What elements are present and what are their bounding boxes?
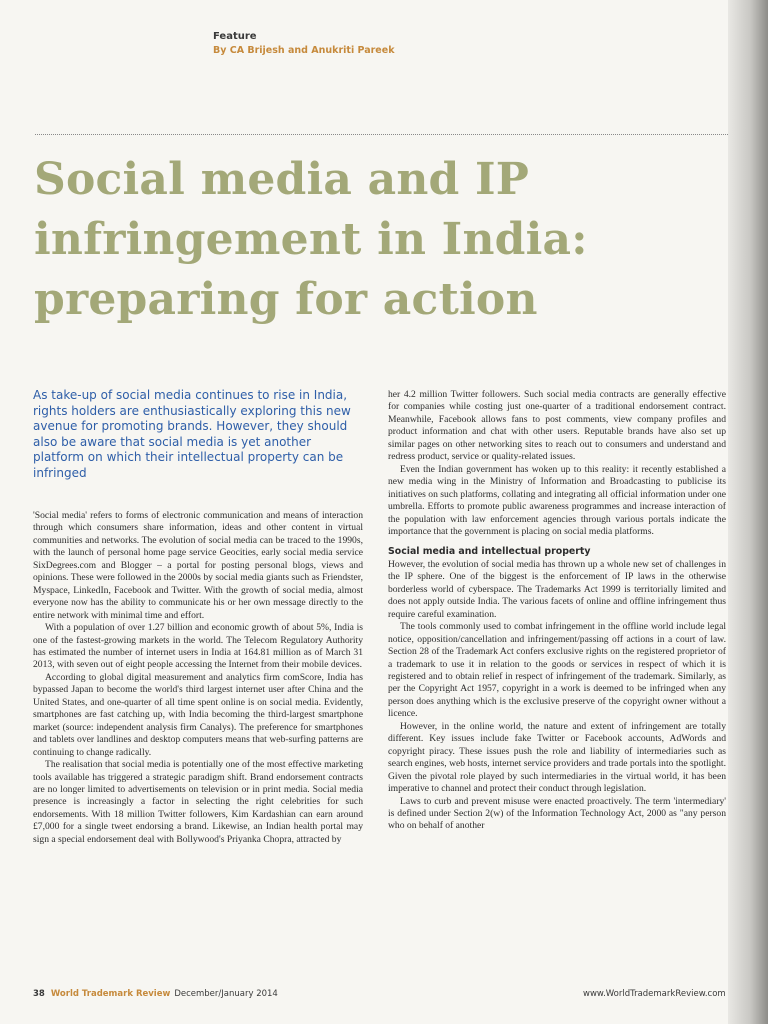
body-paragraph: However, in the online world, the nature and extent of infringement are totally different. Key issues include fake Twitter or Facebook accounts, AdWords and copyright piracy. These issues push the role and liability of intermediaries such as search engines, web hosts, internet service providers and trade portals into the spotlight. Given the pivotal role played by such intermediaries in the virtual world, it has been imperative to channel and protect their conduct through legislation. (388, 720, 726, 795)
body-paragraph: 'Social media' refers to forms of electronic communication and means of interaction through which consumers share information, ideas and other content in virtual communities and networks. The evolution of social media can be traced to the 1990s, with the launch of personal home page service Geocities, early social media service SixDegrees.com and Blogger – a portal for posting personal blogs, views and opinions. These were followed in the 2000s by social media giants such as Friendster, Myspace, LinkedIn, Facebook and Twitter. With the growth of social media, almost everyone now has the ability to communicate his or her own message directly to the entire network with minimal time and effort. (33, 510, 363, 621)
footer-url: www.WorldTrademarkReview.com (583, 989, 726, 999)
byline: By CA Brijesh and Anukriti Pareek (213, 45, 395, 56)
standfirst: As take-up of social media continues to rise in India, rights holders are enthusiastically exploring this new avenue for promoting brands. However, they should also be aware that social media is yet another platform on which their intellectual property can be infringed (33, 388, 351, 480)
title-line: infringement in India: (34, 214, 588, 265)
section-subheading: Social media and intellectual property (388, 546, 591, 558)
body-paragraph: The tools commonly used to combat infringement in the offline world include legal notice, opposition/cancellation and infringement/passing off actions in a court of law. Section 28 of the Trademark Act confers exclusive rights on the registered proprietor of a trademark to use it in relation to the goods or services in respect of which it is registered and to obtain relief in respect of infringement of the trademark. Similarly, as per the Copyright Act 1957, copyright in a work is deemed to be infringed when any person does anything which is the exclusive preserve of the copyright owner without a licence. (388, 621, 726, 720)
body-paragraph: her 4.2 million Twitter followers. Such social media contracts are generally effective for companies while costing just one-quarter of a traditional endorsement contract. Meanwhile, Facebook allows fans to post comments, view company profiles and product information and chat with other users. Reputable brands have also set up similar pages on other networking sites to reach out to consumers and understand and redress product, service or quality-related issues. (388, 389, 726, 463)
publication-name: World Trademark Review (50, 989, 171, 999)
issue-date: December/January 2014 (174, 989, 278, 999)
body-paragraph: The realisation that social media is potentially one of the most effective marketing tools available has triggered a strategic paradigm shift. Brand endorsement contracts are no longer limited to advertisements on television or in print media. Social media presence is increasingly a factor in selecting the right celebrities for such endorsements. With 18 million Twitter followers, Kim Kardashian can earn around £7,000 for a single tweet endorsing a brand. Likewise, an Indian health portal may sign a special endorsement deal with Bollywood's Priyanka Chopra, attracted by (33, 759, 363, 845)
body-paragraph: Laws to curb and prevent misuse were enacted proactively. The term 'intermediary' is defined under Section 2(w) of the Information Technology Act, 2000 as "any person who on behalf of another (388, 795, 726, 832)
right-column (388, 389, 726, 833)
page-number: 38 (33, 989, 45, 999)
title-line: Social media and IP (34, 154, 530, 205)
body-paragraph: However, the evolution of social media has thrown up a whole new set of challenges in the IP sphere. One of the biggest is the enforcement of IP laws in the otherwise borderless world of cyberspace. The Trademarks Act 1999 is territorially limited and does not apply outside India. The various facets of online and offline infringement thus require careful examination. (388, 558, 726, 620)
left-column (33, 510, 363, 846)
body-paragraph: With a population of over 1.27 billion and economic growth of about 5%, India is one of the fastest-growing markets in the world. The Telecom Regulatory Authority has estimated the number of internet users in India at 164.81 million as of March 31 2013, with seven out of eight people accessing the Internet from their mobile devices. (33, 622, 363, 671)
article-title (34, 150, 724, 330)
section-label: Feature (213, 31, 257, 42)
footer-left (33, 989, 278, 999)
dotted-divider (35, 134, 730, 135)
page-edge-shadow (728, 0, 768, 1024)
title-line: preparing for action (34, 274, 538, 325)
body-paragraph: According to global digital measurement and analytics firm comScore, India has bypassed Japan to become the world's third largest internet user after China and the United States, and one-quarter of all time spent online is on social media. Evidently, smartphones are fast catching up, with India becoming the third-largest smartphone market (source: independent analysis firm Canalys). The preference for smartphones and tablets over landlines and desktop computers means that web-surfing patterns are continuing to change radically. (33, 671, 363, 758)
body-paragraph: Even the Indian government has woken up to this reality: it recently established a new media wing in the Ministry of Information and Broadcasting to publicise its initiatives on such platforms, collating and integrating all official information under one umbrella. Efforts to promote public awareness programmes and increase interaction of the population with law enforcement agencies through various portals indicate the importance that the government is placing on social media platforms. (388, 463, 726, 537)
